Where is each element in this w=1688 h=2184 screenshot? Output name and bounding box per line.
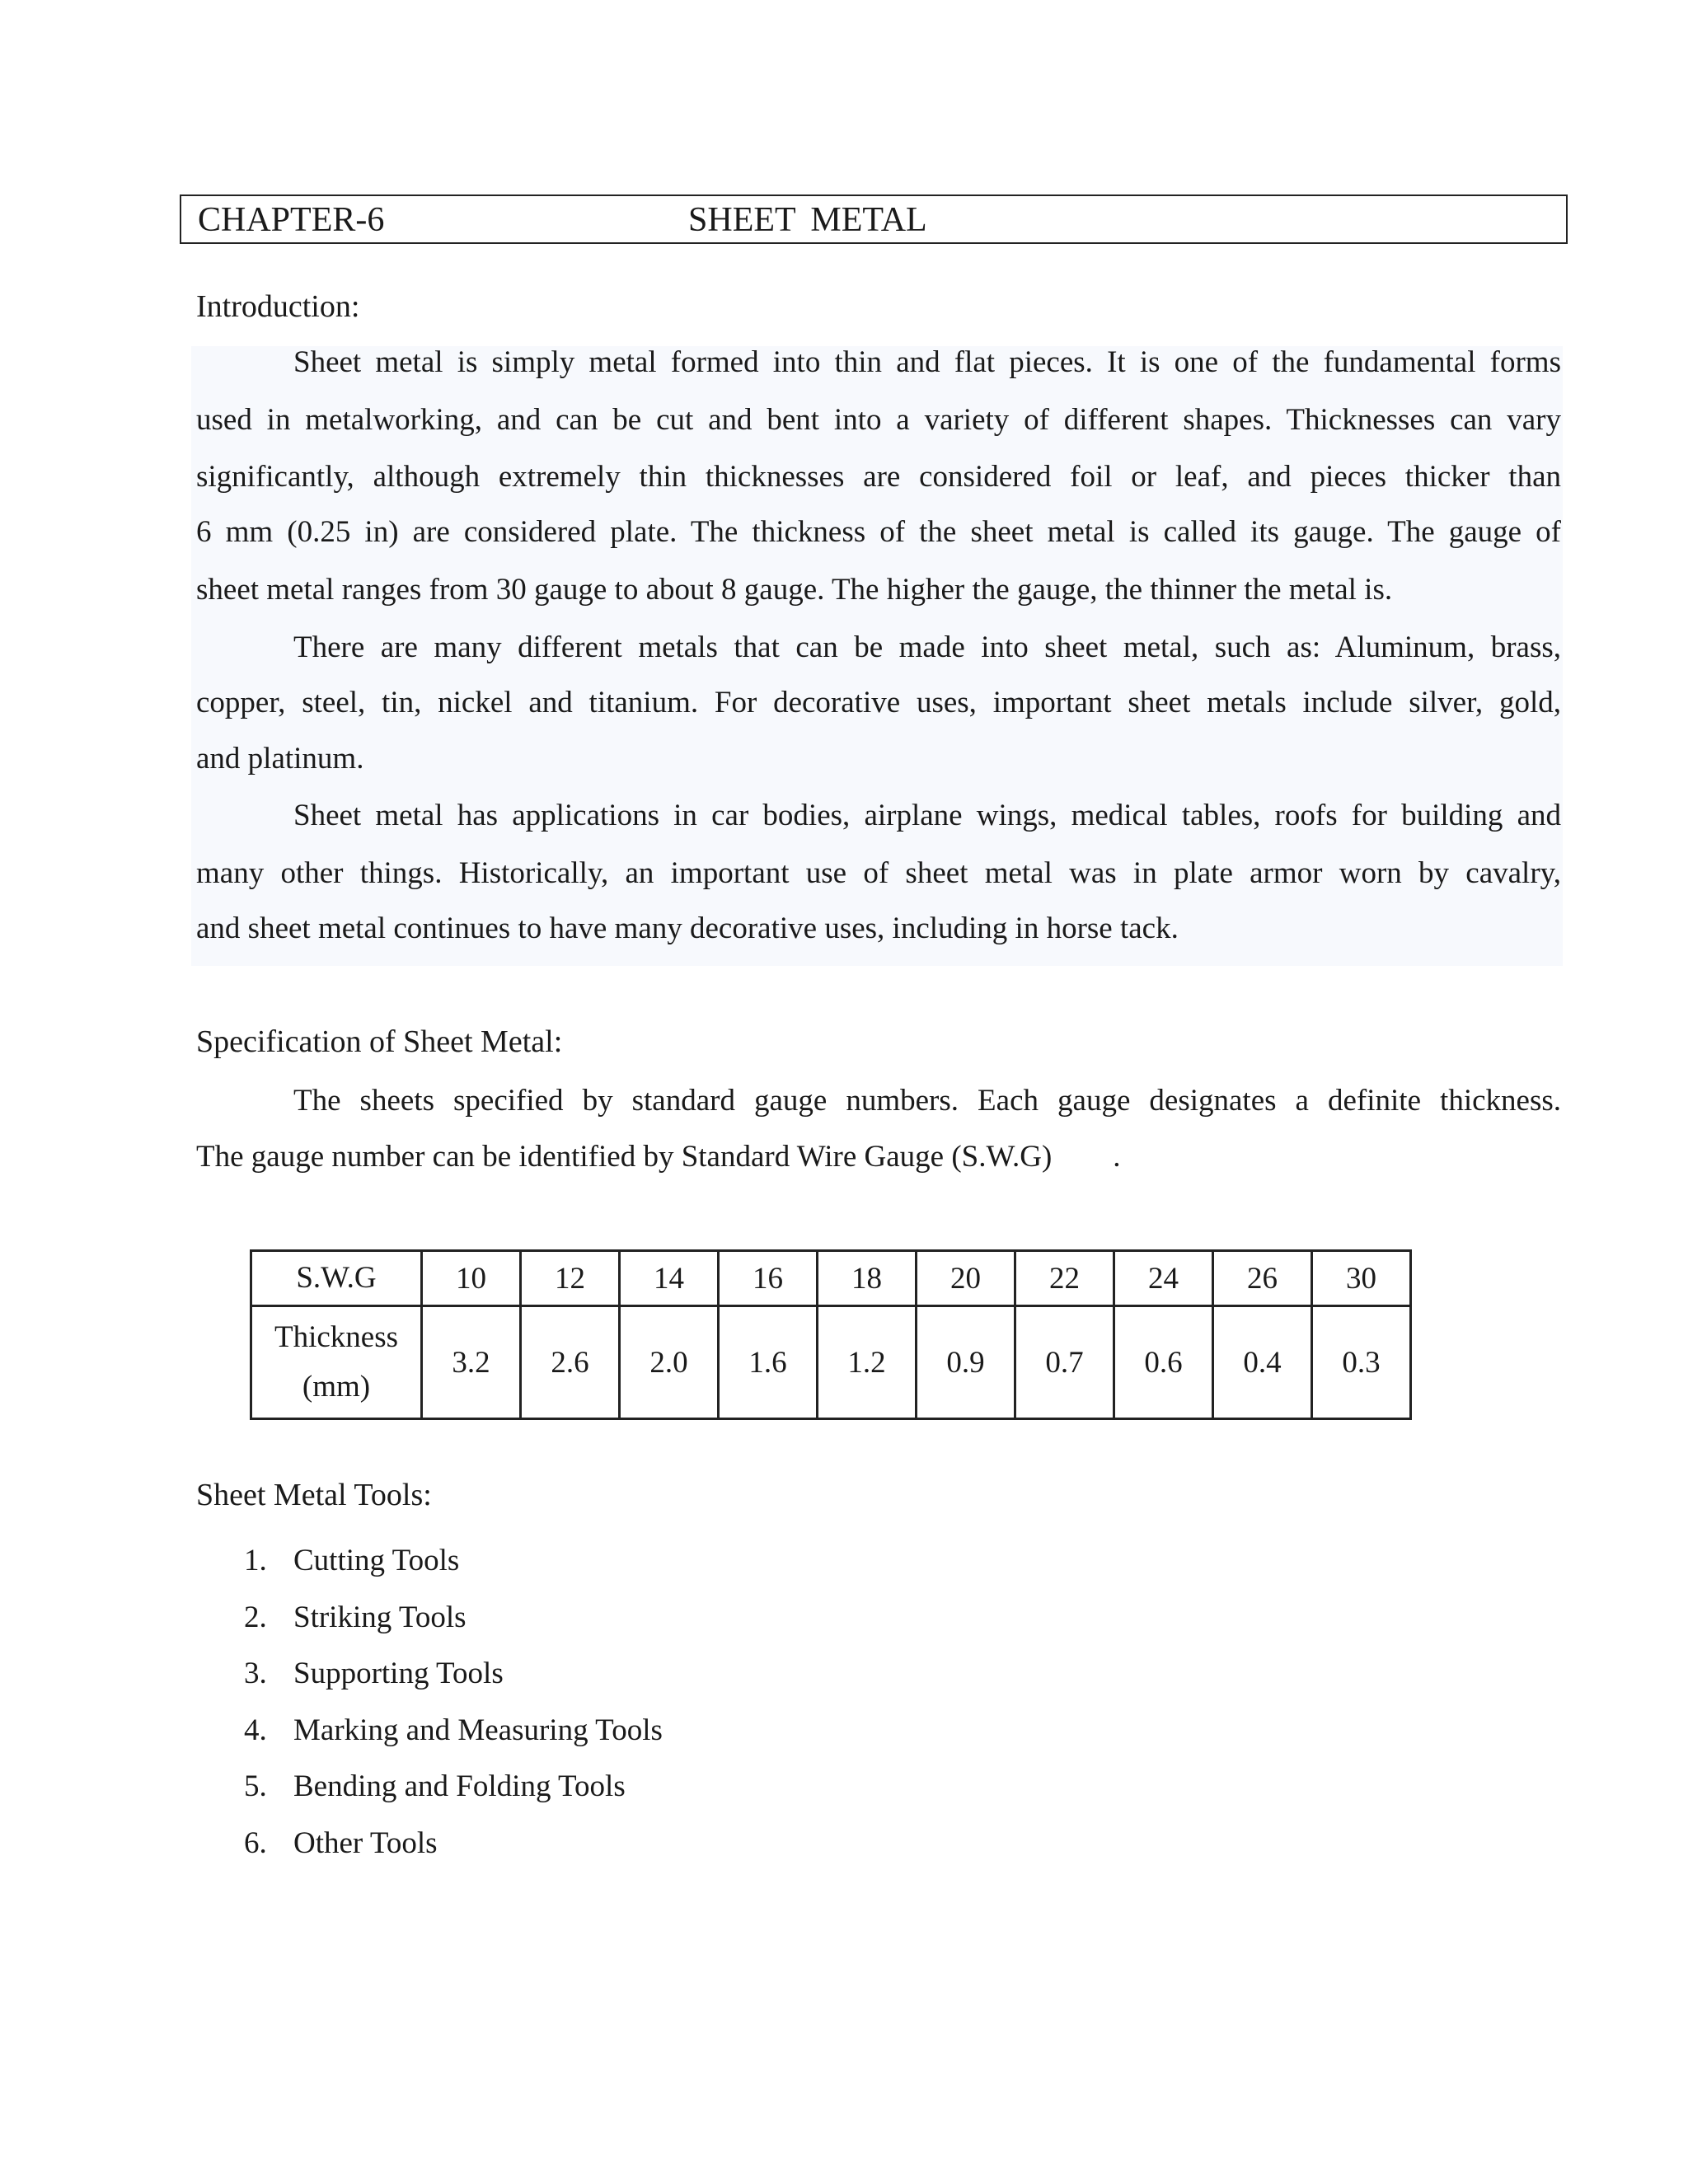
list-item-number: 3. bbox=[244, 1657, 267, 1690]
intro-line: sheet metal ranges from 30 gauge to about 8 gauge. The higher the gauge, the thinner the metal is. bbox=[196, 573, 1393, 607]
table-cell: 30 bbox=[1312, 1251, 1411, 1306]
list-item-number: 5. bbox=[244, 1769, 267, 1803]
list-item bbox=[244, 1816, 663, 1872]
list-item-label: Striking Tools bbox=[293, 1600, 467, 1634]
chapter-header-box bbox=[180, 194, 1568, 244]
table-row-swg bbox=[251, 1251, 1411, 1306]
table-cell: 26 bbox=[1213, 1251, 1312, 1306]
table-cell: 0.6 bbox=[1114, 1306, 1213, 1419]
list-item-label: Marking and Measuring Tools bbox=[293, 1713, 663, 1747]
list-item bbox=[244, 1533, 663, 1590]
table-cell: 1.2 bbox=[818, 1306, 917, 1419]
table-cell: 3.2 bbox=[422, 1306, 521, 1419]
spec-line: The sheets specified by standard gauge numbers. Each gauge designates a definite thickness. bbox=[293, 1084, 1561, 1118]
table-cell: 0.7 bbox=[1015, 1306, 1114, 1419]
table-header-swg: S.W.G bbox=[251, 1251, 422, 1306]
list-item bbox=[244, 1703, 663, 1760]
intro-line: used in metalworking, and can be cut and bent into a variety of different shapes. Thicknesses can vary bbox=[196, 403, 1561, 437]
spec-line: The gauge number can be identified by Standard Wire Gauge (S.W.G) . bbox=[196, 1140, 1121, 1174]
list-item bbox=[244, 1590, 663, 1647]
spec-heading: Specification of Sheet Metal: bbox=[196, 1024, 563, 1059]
list-item bbox=[244, 1759, 663, 1816]
table-cell: 22 bbox=[1015, 1251, 1114, 1306]
intro-line: and platinum. bbox=[196, 742, 364, 776]
table-header-thickness-unit: (mm) bbox=[302, 1370, 371, 1404]
list-item-number: 1. bbox=[244, 1544, 267, 1577]
table-cell: 0.3 bbox=[1312, 1306, 1411, 1419]
table-cell: 24 bbox=[1114, 1251, 1213, 1306]
list-item-label: Supporting Tools bbox=[293, 1657, 504, 1690]
table-cell: 12 bbox=[521, 1251, 620, 1306]
list-item-number: 2. bbox=[244, 1600, 267, 1634]
table-cell: 1.6 bbox=[719, 1306, 818, 1419]
table-cell: 18 bbox=[818, 1251, 917, 1306]
chapter-title: SHEET METAL bbox=[688, 201, 927, 239]
table-cell: 2.0 bbox=[620, 1306, 719, 1419]
table-cell: 14 bbox=[620, 1251, 719, 1306]
list-item-label: Cutting Tools bbox=[293, 1544, 460, 1577]
list-item-label: Bending and Folding Tools bbox=[293, 1769, 626, 1803]
chapter-number: CHAPTER-6 bbox=[198, 201, 385, 239]
intro-line: 6 mm (0.25 in) are considered plate. The thickness of the sheet metal is called its gauge. The gauge of bbox=[196, 515, 1561, 549]
table-cell: 10 bbox=[422, 1251, 521, 1306]
intro-line: copper, steel, tin, nickel and titanium. For decorative uses, important sheet metals include silver, gold, bbox=[196, 686, 1561, 719]
intro-line: Sheet metal is simply metal formed into thin and flat pieces. It is one of the fundamental forms bbox=[293, 345, 1561, 379]
intro-line: significantly, although extremely thin thicknesses are considered foil or leaf, and pieces thicker than bbox=[196, 460, 1561, 494]
intro-line: There are many different metals that can be made into sheet metal, such as: Aluminum, brass, bbox=[293, 630, 1561, 664]
list-item-label: Other Tools bbox=[293, 1825, 438, 1860]
intro-heading: Introduction: bbox=[196, 289, 360, 324]
tools-list bbox=[244, 1533, 663, 1872]
list-item-number: 6. bbox=[244, 1825, 267, 1860]
swg-thickness-table bbox=[250, 1249, 1412, 1420]
table-cell: 16 bbox=[719, 1251, 818, 1306]
list-item-number: 4. bbox=[244, 1713, 267, 1747]
table-cell: 2.6 bbox=[521, 1306, 620, 1419]
table-cell: 20 bbox=[917, 1251, 1015, 1306]
table-row-thickness bbox=[251, 1306, 1411, 1419]
table-header-thickness-label: Thickness bbox=[274, 1320, 399, 1354]
tools-heading: Sheet Metal Tools: bbox=[196, 1478, 432, 1512]
table-cell: 0.9 bbox=[917, 1306, 1015, 1419]
intro-line: and sheet metal continues to have many decorative uses, including in horse tack. bbox=[196, 912, 1179, 945]
intro-line: Sheet metal has applications in car bodies, airplane wings, medical tables, roofs for building and bbox=[293, 799, 1561, 832]
list-item bbox=[244, 1646, 663, 1703]
table-cell: 0.4 bbox=[1213, 1306, 1312, 1419]
intro-line: many other things. Historically, an important use of sheet metal was in plate armor worn by cavalry, bbox=[196, 856, 1561, 890]
table-header-thickness bbox=[251, 1306, 422, 1419]
